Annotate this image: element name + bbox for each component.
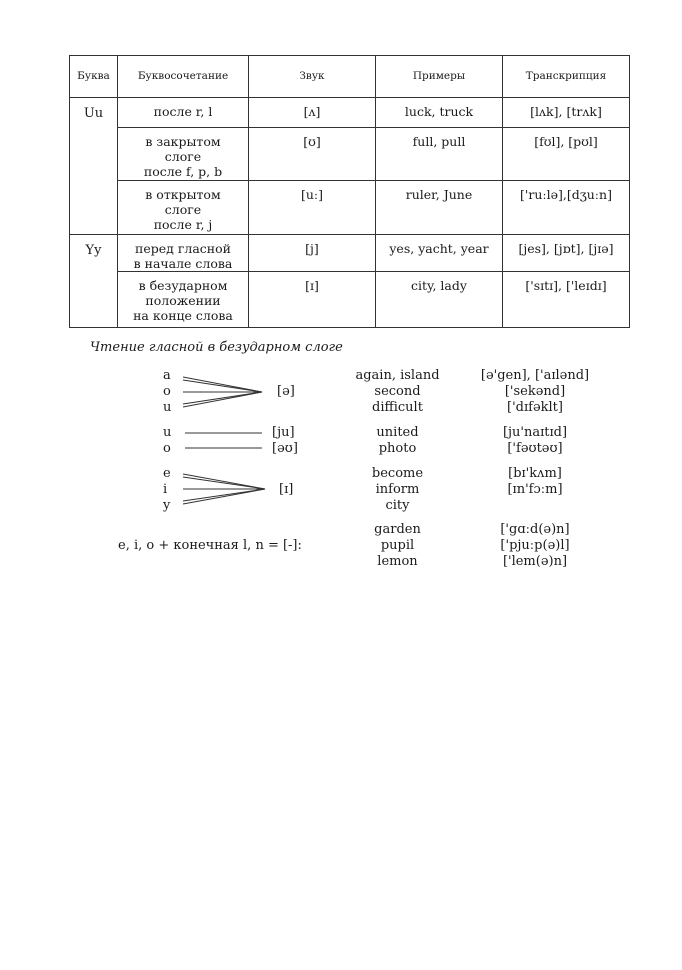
letter-cell: Yy xyxy=(70,235,118,328)
transcription: ['pjuːp(ə)l] xyxy=(500,538,570,553)
vowel-letter: y xyxy=(163,498,171,513)
col-header-transcription: Транскрипция xyxy=(503,56,630,98)
connector-line xyxy=(183,392,262,407)
example-word: city xyxy=(385,498,410,513)
transcription: ['gɑːd(ə)n] xyxy=(500,522,570,537)
sound-cell: [j] xyxy=(249,235,376,272)
section-title: Чтение гласной в безударном слоге xyxy=(90,340,343,355)
transcription: ['lem(ə)n] xyxy=(502,554,568,569)
transcription: [ɪn'fɔːm] xyxy=(507,482,563,497)
sound-cell: [uː] xyxy=(249,181,376,235)
examples-cell: full, pull xyxy=(376,128,503,181)
vowel-letter: a xyxy=(163,368,171,383)
col-header-combination: Буквосочетание xyxy=(118,56,249,98)
col-header-letter: Буква xyxy=(70,56,118,98)
condition-line: в закрытом xyxy=(145,134,221,149)
transcription: [ə'gen], ['aɪlənd] xyxy=(480,368,590,383)
example-word: lemon xyxy=(377,554,418,569)
col-header-sound: Звук xyxy=(249,56,376,98)
example-word: second xyxy=(374,384,421,399)
sound-symbol: [əʊ] xyxy=(272,441,298,456)
example-word: pupil xyxy=(380,538,415,553)
connector-line xyxy=(183,380,262,392)
transcription: [ju'naɪtɪd] xyxy=(502,425,568,440)
vowel-letter: i xyxy=(163,482,168,497)
transcription: ['dɪfəklt] xyxy=(507,400,563,415)
condition-line: в открытом xyxy=(145,187,221,202)
sound-cell: [ʊ] xyxy=(249,128,376,181)
condition-line: на конце слова xyxy=(133,308,233,323)
connector-line xyxy=(183,489,265,504)
examples-cell: city, lady xyxy=(376,272,503,328)
sound-cell: [ɪ] xyxy=(249,272,376,328)
condition-line: положении xyxy=(145,293,221,308)
transcription: [bɪ'kʌm] xyxy=(508,466,562,481)
sound-symbol: [ɪ] xyxy=(279,482,294,497)
letter-cell: Uu xyxy=(70,98,118,235)
vowel-letter: o xyxy=(163,384,171,399)
example-word: again, island xyxy=(355,368,440,383)
sound-symbol: [ə] xyxy=(277,384,295,399)
example-word: photo xyxy=(378,441,417,456)
condition-line: слоге xyxy=(164,149,202,164)
transcription-cell: ['ruːlə],[dʒuːn] xyxy=(503,181,630,235)
vowel-letter: o xyxy=(163,441,171,456)
example-word: become xyxy=(371,466,424,481)
condition-line: после r, j xyxy=(153,217,213,232)
condition-line: после f, p, b xyxy=(143,164,223,179)
sound-cell: [ʌ] xyxy=(249,98,376,128)
connector-line xyxy=(183,477,265,489)
example-word: garden xyxy=(374,522,421,537)
transcription-cell: ['sɪtɪ], ['leɪdɪ] xyxy=(503,272,630,328)
condition-line: в безударном xyxy=(138,278,228,293)
transcription: ['fəʊtəʊ] xyxy=(507,441,563,456)
examples-cell: luck, truck xyxy=(376,98,503,128)
vowel-letter: u xyxy=(163,400,172,415)
condition-line: в начале слова xyxy=(133,256,233,271)
col-header-examples: Примеры xyxy=(376,56,503,98)
sound-symbol: [ju] xyxy=(272,425,295,440)
transcription-cell: [jes], [jɒt], [jɪə] xyxy=(503,235,630,272)
examples-cell: yes, yacht, year xyxy=(376,235,503,272)
transcription: ['sekənd] xyxy=(504,384,566,399)
condition-line: слоге xyxy=(164,202,202,217)
examples-cell: ruler, June xyxy=(376,181,503,235)
vowel-letter: e xyxy=(163,466,171,481)
transcription-cell: [lʌk], [trʌk] xyxy=(503,98,630,128)
condition-line: после r, l xyxy=(153,104,213,119)
example-word: inform xyxy=(375,482,420,497)
rule-text: e, i, o + конечная l, n = [-]: xyxy=(118,538,302,553)
example-word: united xyxy=(376,425,419,440)
transcription-cell: [fʊl], [pʊl] xyxy=(503,128,630,181)
example-word: difficult xyxy=(372,400,423,415)
vowel-letter: u xyxy=(163,425,172,440)
condition-line: перед гласной xyxy=(135,241,231,256)
